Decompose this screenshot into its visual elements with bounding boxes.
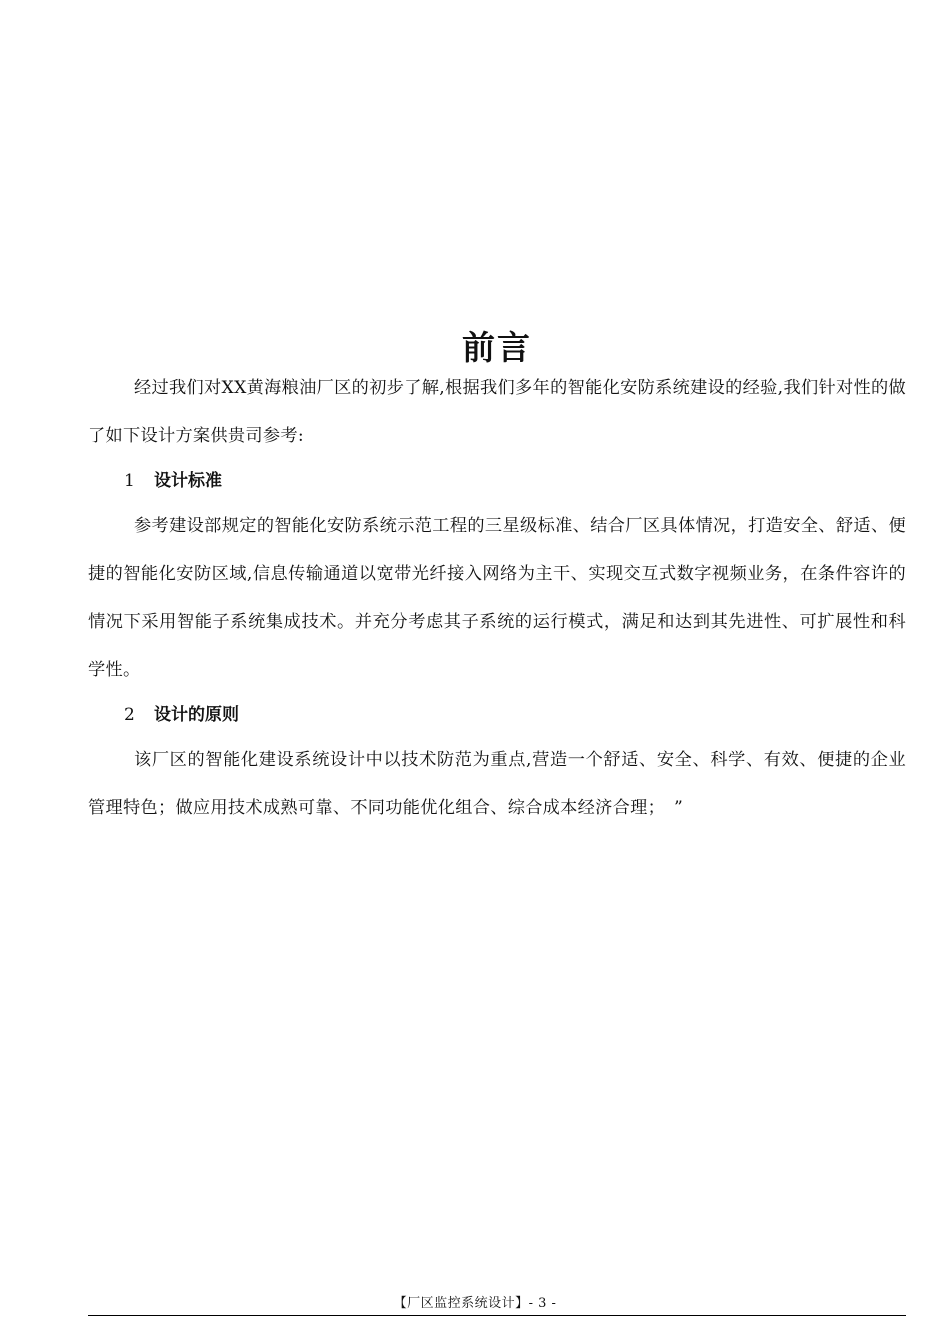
section-number-2: 2 — [124, 705, 135, 725]
section-body-1: 参考建设部规定的智能化安防系统示范工程的三星级标准、结合厂区具体情况，打造安全、舒适、便捷的智能化安防区域,信息传输通道以宽带光纤接入网络为主干、实现交互式数字视频业务，在条件容许的情况下采用智能子系统集成技术。并充分考虑其子系统的运行模式，满足和达到其先进性、可扩展性和科学性。 — [88, 516, 906, 680]
page-footer: 【厂区监控系统设计】- 3 - — [393, 1296, 557, 1311]
section-heading-2 — [88, 694, 906, 736]
section-heading-1 — [88, 460, 906, 502]
page-content — [88, 326, 906, 832]
section-body-2: 该厂区的智能化建设系统设计中以技术防范为重点,营造一个舒适、安全、科学、有效、便捷的企业管理特色；做应用技术成熟可靠、不同功能优化组合、综合成本经济合理； ” — [88, 750, 906, 818]
section-heading-text-2: 设计的原则 — [154, 705, 239, 725]
section-number-1: 1 — [124, 471, 135, 491]
page-title: 前言 — [462, 328, 532, 367]
section-heading-text-1: 设计标准 — [154, 471, 222, 491]
footer-divider — [88, 1315, 906, 1316]
intro-paragraph: 经过我们对XX黄海粮油厂区的初步了解,根据我们多年的智能化安防系统建设的经验,我们针对性的做了如下设计方案供贵司参考: — [88, 378, 906, 446]
